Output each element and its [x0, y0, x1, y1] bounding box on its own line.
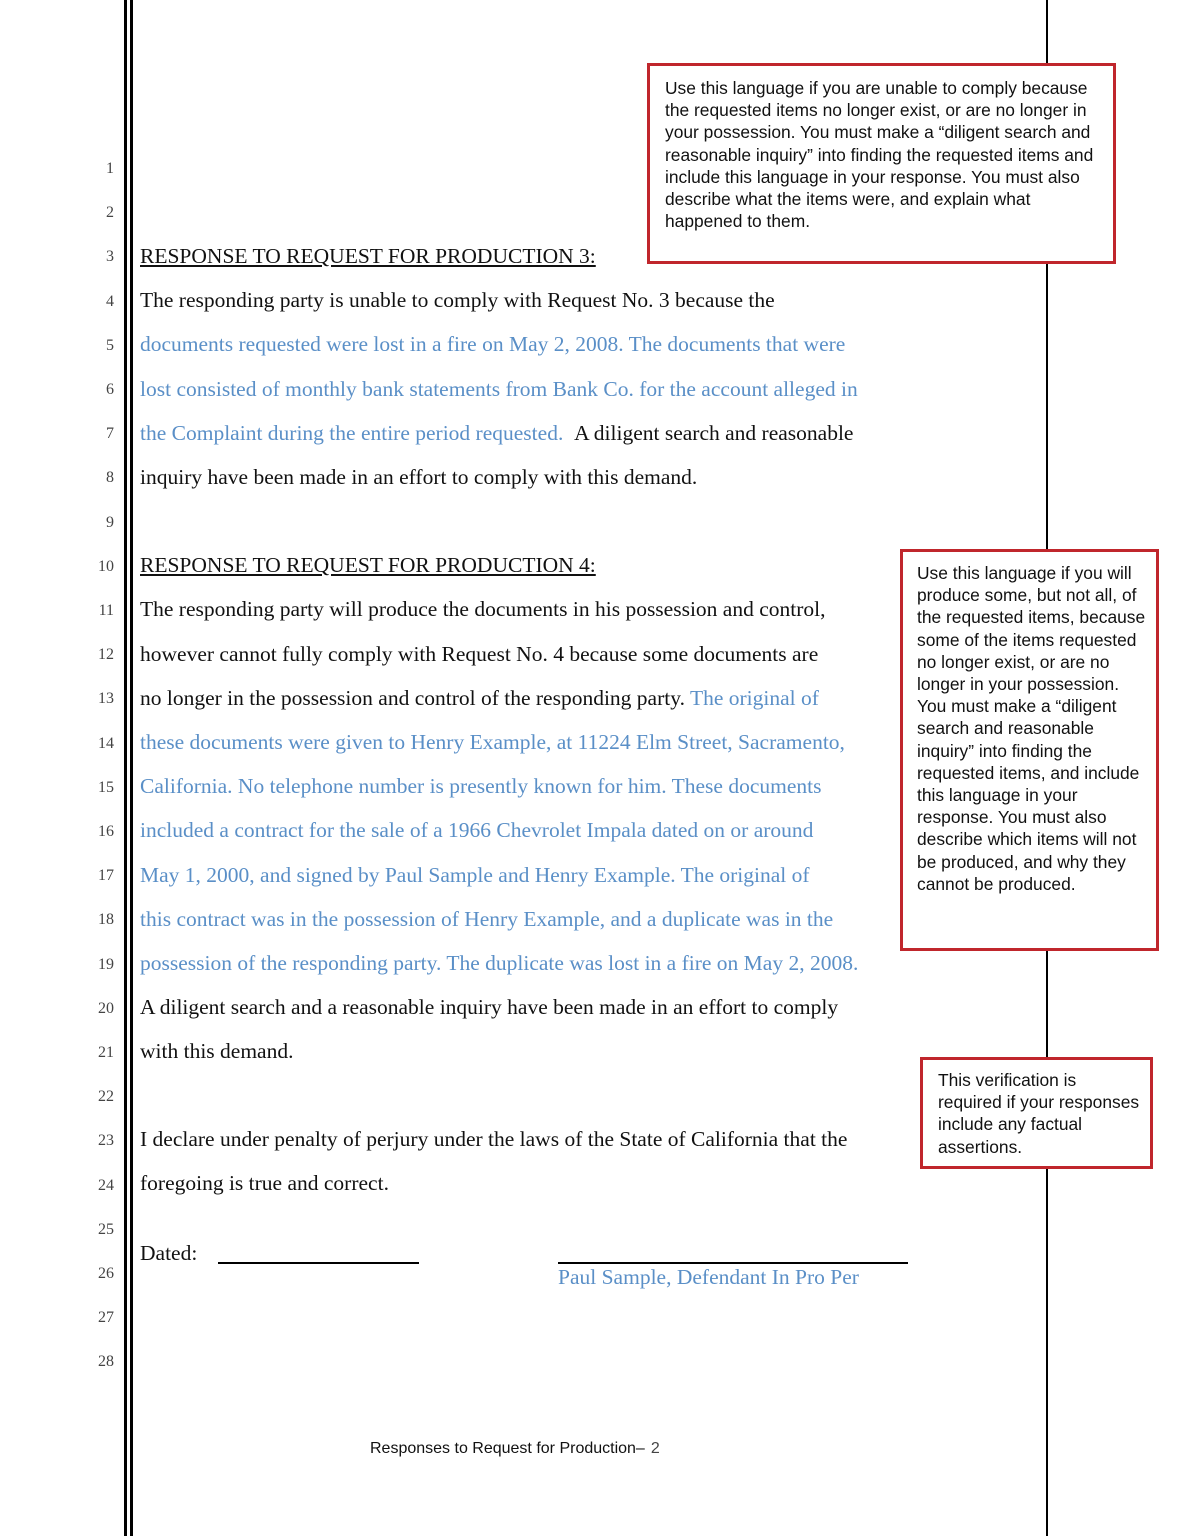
body-line — [140, 420, 853, 446]
template-text: the Complaint during the entire period requested. — [140, 421, 564, 445]
line-number: 6 — [106, 381, 114, 398]
response-3-heading: RESPONSE TO REQUEST FOR PRODUCTION 3: — [140, 244, 596, 268]
declaration-line: I declare under penalty of perjury under the laws of the State of California that the — [140, 1127, 848, 1151]
line-number: 24 — [98, 1176, 114, 1194]
template-line: possession of the responding party. The duplicate was lost in a fire on May 2, 2008. — [140, 951, 859, 975]
signer-name: Paul Sample, Defendant In Pro Per — [558, 1265, 859, 1289]
note-text: Use this language if you are unable to comply because the requested items no longer exist, or are no longer in your possession. You must make a “diligent search and reasonable inquiry” into finding the requested items and include this language in your response. You must also describe what the items were, and explain what happened to them. — [665, 78, 1094, 232]
line-number: 16 — [98, 823, 114, 840]
template-line: included a contract for the sale of a 1966 Chevrolet Impala dated on or around — [140, 818, 814, 842]
line-number: 17 — [98, 867, 114, 885]
body-line: The responding party is unable to comply with Request No. 3 because the — [140, 288, 775, 312]
line-number: 3 — [106, 248, 114, 266]
line-number: 9 — [106, 513, 114, 531]
line-number: 23 — [98, 1132, 114, 1150]
instruction-note-verification — [920, 1057, 1153, 1169]
line-number: 2 — [106, 204, 114, 222]
body-line: A diligent search and a reasonable inquiry have been made in an effort to comply — [140, 995, 839, 1019]
template-line: California. No telephone number is presently known for him. These documents — [140, 774, 822, 798]
line-number: 13 — [98, 690, 114, 708]
line-number: 10 — [98, 557, 114, 575]
body-text: A diligent search and reasonable — [574, 421, 854, 445]
declaration-line: foregoing is true and correct. — [140, 1171, 389, 1195]
line-number: 15 — [98, 778, 114, 796]
footer-title: Responses to Request for Production– — [370, 1440, 645, 1457]
response-4-heading: RESPONSE TO REQUEST FOR PRODUCTION 4: — [140, 553, 596, 577]
line-number: 12 — [98, 646, 114, 664]
date-blank-line — [218, 1262, 419, 1264]
line-number: 8 — [106, 469, 114, 487]
body-text: no longer in the possession and control of the responding party. — [140, 686, 685, 710]
dated-label: Dated: — [140, 1241, 198, 1265]
line-number: 5 — [106, 336, 114, 354]
body-line: however cannot fully comply with Request No. 4 because some documents are — [140, 642, 819, 666]
line-number: 7 — [106, 425, 114, 443]
note-text: Use this language if you will produce some, but not all, of the requested items, because some of the items requested no longer exist, or are no longer in your possession. You must make a “diligent search and reasonable inquiry” into finding the requested items, and include this language in your response. You must also describe which items will not be produced, and why they cannot be produced. — [917, 563, 1146, 894]
template-line: these documents were given to Henry Example, at 11224 Elm Street, Sacramento, — [140, 730, 845, 754]
line-number: 21 — [98, 1044, 114, 1061]
template-line: lost consisted of monthly bank statements from Bank Co. for the account alleged in — [140, 377, 858, 401]
line-number: 27 — [98, 1309, 114, 1327]
line-number: 1 — [106, 160, 114, 177]
line-number: 28 — [98, 1353, 114, 1371]
body-line: The responding party will produce the documents in his possession and control, — [140, 597, 826, 621]
instruction-note-unable-to-comply — [647, 63, 1116, 264]
page-number: 2 — [650, 1440, 660, 1457]
body-line: with this demand. — [140, 1039, 294, 1063]
body-line — [140, 685, 819, 711]
line-number: 22 — [98, 1088, 114, 1106]
line-number: 20 — [98, 999, 114, 1017]
body-line: inquiry have been made in an effort to comply with this demand. — [140, 465, 698, 489]
template-text: The original of — [689, 686, 819, 710]
line-number: 26 — [98, 1265, 114, 1282]
line-number: 25 — [98, 1220, 114, 1238]
template-line: this contract was in the possession of Henry Example, and a duplicate was in the — [140, 907, 834, 931]
line-number: 14 — [98, 734, 114, 752]
left-margin-rule-outer — [124, 0, 127, 1536]
page-footer — [370, 1440, 660, 1458]
line-number: 18 — [98, 911, 114, 929]
instruction-note-partial-production — [900, 549, 1159, 951]
line-number: 4 — [106, 292, 114, 310]
line-number: 11 — [98, 602, 114, 619]
template-line: May 1, 2000, and signed by Paul Sample and Henry Example. The original of — [140, 863, 810, 887]
left-margin-rule-inner — [130, 0, 133, 1536]
note-text: This verification is required if your responses include any factual assertions. — [938, 1070, 1140, 1157]
line-number: 19 — [98, 955, 114, 973]
template-line: documents requested were lost in a fire on May 2, 2008. The documents that were — [140, 332, 846, 356]
